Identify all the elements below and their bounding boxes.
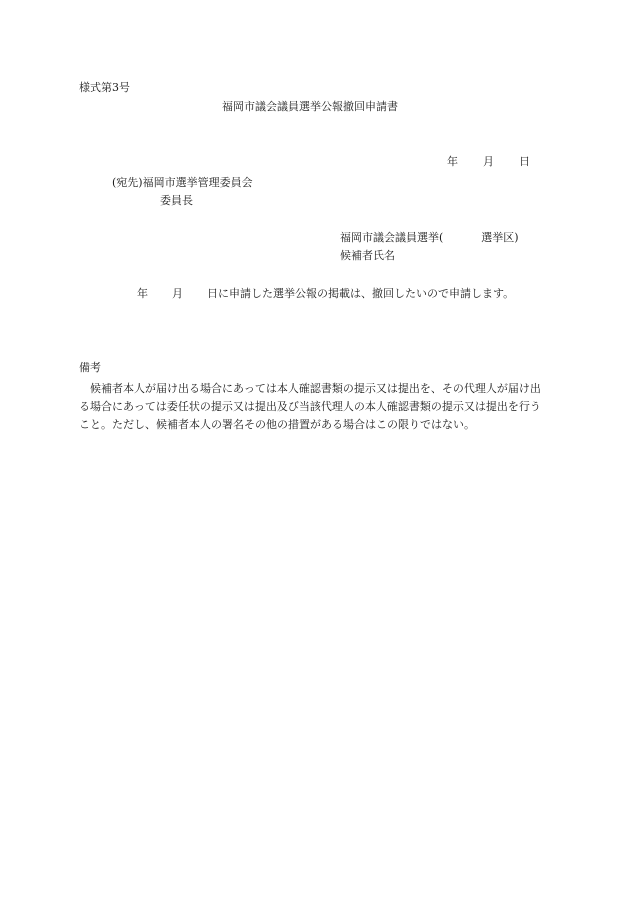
- date-month-label: 月: [483, 155, 494, 168]
- remarks-body: 候補者本人が届け出る場合にあっては本人確認書類の提示又は提出を、その代理人が届け出る場合にあっては委任状の提示又は提出及び当該代理人の本人確認書類の提示又は提出を行うこと。ただし、候補者本人の署名その他の措置がある場合はこの限りではない。: [79, 382, 541, 431]
- statement-text: 日に申請した選挙公報の掲載は、撤回したいので申請します。: [207, 287, 515, 300]
- candidate-name-label: 候補者氏名: [340, 249, 395, 262]
- addressee-line: (宛先)福岡市選挙管理委員会: [112, 176, 253, 189]
- document-title: 福岡市議会議員選挙公報撤回申請書: [222, 100, 398, 113]
- date-line: [447, 156, 530, 167]
- date-year-label: 年: [447, 155, 458, 168]
- statement-month-label: 月: [172, 287, 183, 300]
- remarks-heading: 備考: [79, 361, 101, 374]
- date-day-label: 日: [519, 155, 530, 168]
- election-district-line: [340, 232, 519, 243]
- election-prefix: 福岡市議会議員選挙(: [340, 231, 444, 244]
- statement-line: [137, 288, 514, 299]
- addressee-title: 委員長: [160, 194, 193, 207]
- form-number: 様式第3号: [79, 81, 130, 94]
- statement-year-label: 年: [137, 287, 148, 300]
- election-suffix: 選挙区): [481, 231, 519, 244]
